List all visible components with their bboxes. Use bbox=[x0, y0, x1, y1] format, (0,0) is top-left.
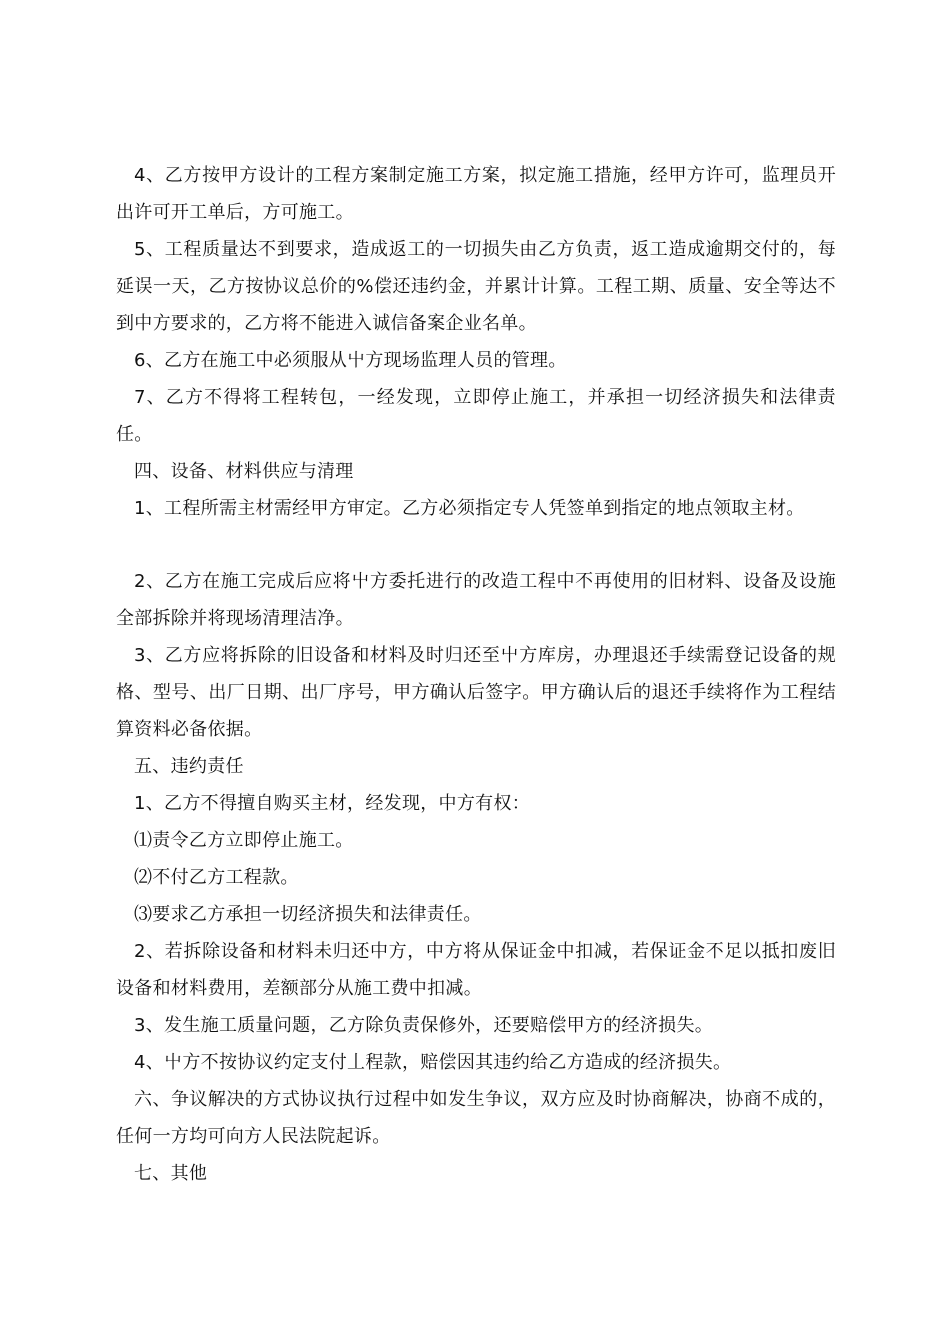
paragraph-equipment-3: 3、乙方应将拆除的旧设备和材料及时归还至屮方库房，办理退还手续需登记设备的规格、型号、出厂日期、出厂序号，甲方确认后签字。甲方确认后的退还手续将作为工程结算资料必备依据。 bbox=[116, 645, 836, 740]
paragraph-liability-3: 3、发生施工质量问题，乙方除负责保修外，还要赔偿甲方的经济损失。 bbox=[134, 1015, 714, 1036]
paragraph-item-6: 6、乙方在施工中必须服从屮方现场监理人员的管理。 bbox=[134, 350, 567, 371]
section-heading-liability: 五、违约责任 bbox=[134, 756, 244, 777]
section-heading-equipment: 四、设备、材料供应与清理 bbox=[134, 461, 354, 482]
paragraph-equipment-1: 1、工程所需主材需经甲方审定。乙方必须指定专人凭签单到指定的地点领取主材。 bbox=[134, 498, 805, 519]
paragraph-equipment-2: 2、乙方在施工完成后应将屮方委托进行的改造工程中不再使用的旧材料、设备及设施全部拆除并将现场清理洁净。 bbox=[116, 571, 836, 629]
sub-item-1: ⑴责令乙方立即停止施工。 bbox=[134, 830, 354, 851]
paragraph-item-7: 7、乙方不得将工程转包，一经发现，立即停止施工，并承担一切经济损失和法律责任。 bbox=[116, 387, 836, 445]
blank-line bbox=[116, 527, 836, 563]
paragraph-item-5: 5、工程质量达不到要求，造成返工的一切损失由乙方负责，返工造成逾期交付的，每延误一天，乙方按协议总价的%偿还违约金，并累计计算。工程工期、质量、安全等达不到中方要求的，乙方将不能进入诚信备案企业名单。 bbox=[116, 239, 836, 334]
sub-item-2: ⑵不付乙方工程款。 bbox=[134, 867, 299, 888]
section-heading-dispute: 六、争议解决的方式协议执行过程中如发生争议，双方应及时协商解决，协商不成的，任何一方均可向方人民法院起诉。 bbox=[116, 1089, 836, 1147]
sub-item-3: ⑶要求乙方承担一切经济损失和法律责任。 bbox=[134, 904, 482, 925]
section-heading-other: 七、其他 bbox=[134, 1163, 208, 1184]
paragraph-liability-4: 4、屮方不按协议约定支付丄程款，赔偿因其违约给乙方造成的经济损失。 bbox=[134, 1052, 732, 1073]
document-body bbox=[116, 157, 836, 1192]
paragraph-liability-1: 1、乙方不得擅自购买主材，经发现，中方有权： bbox=[134, 793, 531, 814]
paragraph-item-4: 4、乙方按甲方设计的工程方案制定施工方案，拟定施工措施，经甲方许可，监理员开出许可开工单后，方可施工。 bbox=[116, 165, 836, 223]
paragraph-liability-2: 2、若拆除设备和材料未归还中方，中方将从保证金中扣减，若保证金不足以抵扣废旧设备和材料费用，差额部分从施工费中扣减。 bbox=[116, 941, 836, 999]
